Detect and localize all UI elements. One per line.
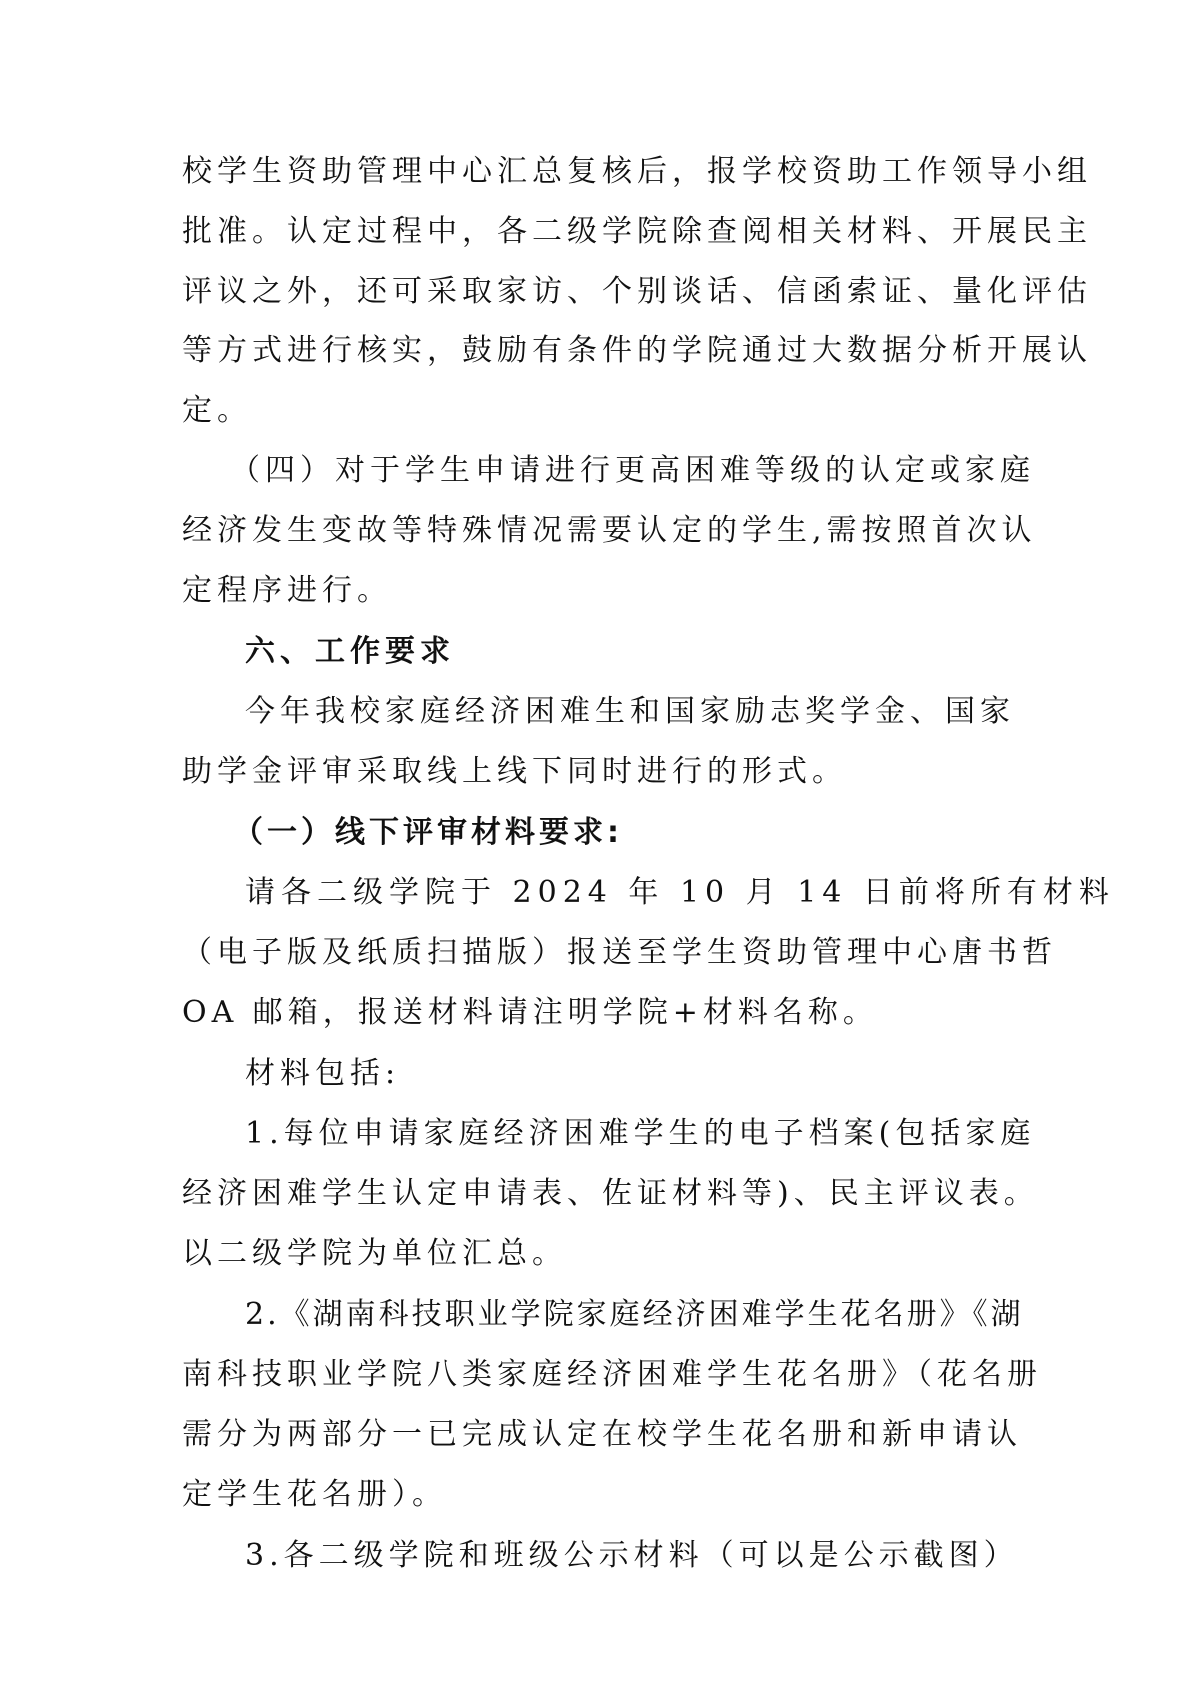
paragraph-line: 批准。认定过程中，各二级学院除查阅相关材料、开展民主 (182, 214, 1092, 249)
paragraph-line: 定。 (182, 393, 252, 428)
paragraph-line: 今年我校家庭经济困难生和国家励志奖学金、国家 (245, 694, 1015, 729)
list-item-line: 1.每位申请家庭经济困难学生的电子档案(包括家庭 (245, 1116, 1036, 1151)
list-item-line: 经济困难学生认定申请表、佐证材料等)、民主评议表。 (182, 1176, 1039, 1211)
paragraph-line: 请各二级学院于 2024 年 10 月 14 日前将所有材料 (245, 875, 1115, 910)
list-item-line: 3.各二级学院和班级公示材料（可以是公示截图） (245, 1538, 1019, 1573)
paragraph-line: 等方式进行核实，鼓励有条件的学院通过大数据分析开展认 (182, 333, 1092, 368)
paragraph-line: （四）对于学生申请进行更高困难等级的认定或家庭 (230, 453, 1035, 488)
list-item-line: 定学生花名册）。 (182, 1477, 447, 1512)
paragraph-line: （电子版及纸质扫描版）报送至学生资助管理中心唐书哲 (182, 935, 1057, 970)
paragraph-line: 助学金评审采取线上线下同时进行的形式。 (182, 754, 847, 789)
paragraph-line: 材料包括: (245, 1056, 401, 1091)
paragraph-line: 经济发生变故等特殊情况需要认定的学生,需按照首次认 (182, 513, 1037, 548)
list-item-line: 以二级学院为单位汇总。 (182, 1236, 567, 1271)
subsection-heading: （一）线下评审材料要求: (233, 815, 623, 850)
list-item-line: 2.《湖南科技职业学院家庭经济困难学生花名册》《湖 (245, 1297, 1024, 1332)
paragraph-line: 定程序进行。 (182, 573, 392, 608)
paragraph-line: 评议之外，还可采取家访、个别谈话、信函索证、量化评估 (182, 274, 1092, 309)
list-item-line: 需分为两部分一已完成认定在校学生花名册和新申请认 (182, 1417, 1022, 1452)
paragraph-line: OA 邮箱，报送材料请注明学院+材料名称。 (182, 995, 878, 1030)
list-item-line: 南科技职业学院八类家庭经济困难学生花名册》（花名册 (182, 1357, 1042, 1392)
paragraph-line: 校学生资助管理中心汇总复核后，报学校资助工作领导小组 (182, 154, 1092, 189)
section-heading: 六、工作要求 (245, 634, 455, 669)
